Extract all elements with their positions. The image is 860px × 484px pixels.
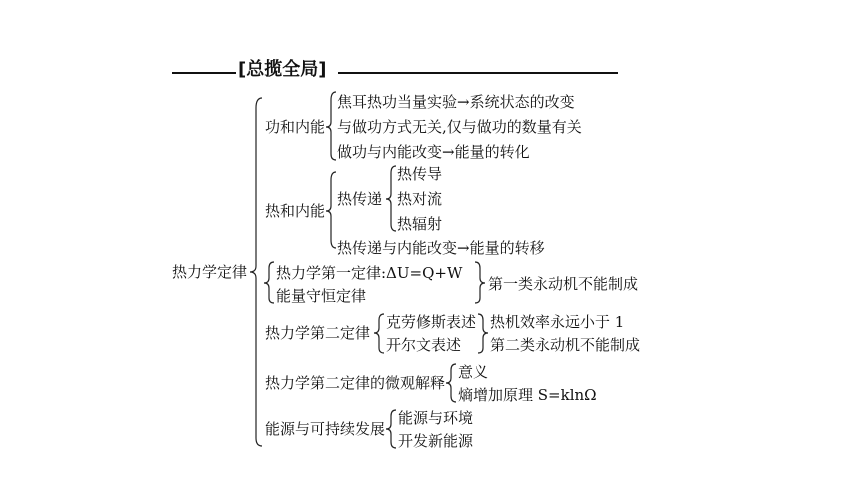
heat-transfer-label: 热传递 [337, 190, 383, 208]
work-bracket [326, 92, 336, 160]
work-item-2: 与做功方式无关,仅与做功的数量有关 [337, 118, 582, 136]
transfer-item-3: 热辐射 [397, 215, 443, 233]
first-law-result: 第一类永动机不能制成 [488, 275, 639, 293]
heat-relation: 热传递与内能改变→能量的转移 [337, 239, 545, 257]
micro-item-2: 熵增加原理 S=klnΩ [458, 386, 597, 404]
second-law-label: 热力学第二定律 [265, 324, 371, 342]
heat-internal-label: 热和内能 [265, 202, 326, 220]
heat-bracket [326, 172, 336, 248]
first-law-bracket [264, 262, 274, 303]
transfer-bracket [386, 166, 396, 231]
second-law-statement-2: 开尔文表述 [386, 336, 462, 354]
micro-bracket [446, 364, 456, 402]
second-law-result-1: 热机效率永远小于 1 [490, 313, 625, 331]
first-law-result-bracket [475, 262, 485, 303]
second-law-statement-1: 克劳修斯表述 [386, 313, 477, 331]
transfer-item-2: 热对流 [397, 190, 443, 208]
first-law-item-1: 热力学第一定律:ΔU=Q+W [276, 264, 463, 282]
root-node: 热力学定律 [172, 263, 248, 281]
second-law-bracket [374, 314, 384, 353]
energy-bracket [386, 410, 396, 448]
energy-label: 能源与可持续发展 [265, 420, 386, 438]
second-law-result-2: 第二类永动机不能制成 [490, 336, 641, 354]
energy-item-2: 开发新能源 [398, 432, 474, 450]
first-law-item-2: 能量守恒定律 [276, 287, 367, 305]
transfer-item-1: 热传导 [397, 165, 443, 183]
second-law-result-bracket [478, 314, 488, 353]
micro-item-1: 意义 [458, 363, 489, 381]
work-internal-label: 功和内能 [265, 118, 326, 136]
root-bracket [250, 98, 262, 446]
work-item-1: 焦耳热功当量实验→系统状态的改变 [337, 93, 575, 111]
energy-item-1: 能源与环境 [398, 409, 474, 427]
work-item-3: 做功与内能改变→能量的转化 [337, 143, 530, 161]
diagram-title: [总揽全局] [238, 59, 327, 80]
micro-label: 热力学第二定律的微观解释 [265, 374, 446, 392]
